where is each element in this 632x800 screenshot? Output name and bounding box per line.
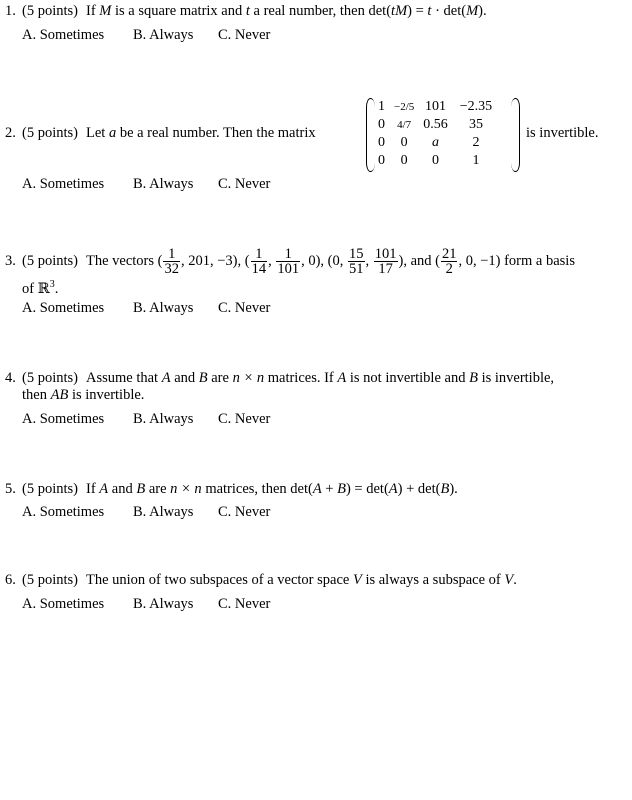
matrix-entries bbox=[372, 98, 498, 170]
entry: a bbox=[432, 135, 440, 150]
entry: 0 bbox=[378, 135, 385, 150]
question-number: 5. bbox=[5, 481, 16, 497]
math: n × n bbox=[170, 481, 202, 497]
option-never[interactable]: C. Never bbox=[218, 411, 271, 427]
numerator: 15 bbox=[349, 246, 364, 263]
text: is invertible, bbox=[477, 370, 555, 386]
question-number: 6. bbox=[5, 572, 16, 588]
right-paren bbox=[511, 98, 520, 172]
question-5 bbox=[5, 481, 458, 498]
entry: 0 bbox=[378, 117, 385, 132]
text: is invertible. bbox=[526, 125, 599, 141]
entry: 2 bbox=[472, 135, 480, 150]
denominator: 2 bbox=[445, 261, 453, 278]
math: t bbox=[427, 3, 432, 19]
text: matrices. If bbox=[264, 370, 338, 386]
fraction bbox=[276, 247, 300, 276]
option-always[interactable]: B. Always bbox=[133, 27, 194, 43]
text: ) = det( bbox=[345, 481, 389, 497]
question-number: 1. bbox=[5, 3, 16, 19]
superscript: 3 bbox=[49, 279, 55, 290]
option-always[interactable]: B. Always bbox=[133, 176, 194, 192]
fraction bbox=[374, 247, 398, 276]
text: is not invertible and bbox=[346, 370, 470, 386]
points: (5 points) bbox=[22, 370, 78, 386]
numerator: 1 bbox=[276, 247, 300, 262]
matrix bbox=[366, 98, 520, 170]
option-sometimes[interactable]: A. Sometimes bbox=[22, 176, 105, 192]
denominator: 17 bbox=[378, 261, 393, 278]
question-number: 4. bbox=[5, 370, 16, 386]
points: (5 points) bbox=[22, 3, 78, 19]
entry: −2.35 bbox=[459, 99, 493, 114]
text: ), and ( bbox=[398, 253, 440, 269]
question-6 bbox=[5, 572, 517, 589]
math: A bbox=[388, 481, 398, 497]
text: of ℝ bbox=[22, 280, 50, 297]
points: (5 points) bbox=[22, 481, 78, 497]
numerator: 1 bbox=[163, 247, 180, 262]
math: B bbox=[469, 370, 478, 386]
entry: 0 bbox=[400, 153, 408, 168]
denominator: 14 bbox=[251, 261, 267, 278]
points: (5 points) bbox=[22, 253, 78, 269]
text: , 0), (0, bbox=[301, 253, 347, 269]
math: B bbox=[198, 370, 208, 386]
option-sometimes[interactable]: A. Sometimes bbox=[22, 300, 105, 316]
fraction bbox=[251, 247, 268, 276]
math: n × n bbox=[232, 370, 265, 386]
points: (5 points) bbox=[22, 125, 78, 141]
text: , 201, −3), ( bbox=[180, 253, 250, 269]
text: If bbox=[85, 481, 100, 497]
question-3-cont bbox=[22, 276, 58, 298]
math: tM bbox=[391, 3, 408, 19]
text: + bbox=[321, 481, 338, 497]
numerator: 1 bbox=[251, 247, 268, 262]
numerator: 101 bbox=[374, 246, 397, 263]
fraction bbox=[441, 247, 458, 276]
entry: 0.56 bbox=[423, 117, 448, 132]
text: The union of two subspaces of a vector space bbox=[85, 572, 353, 588]
option-always[interactable]: B. Always bbox=[133, 411, 194, 427]
question-4 bbox=[5, 370, 554, 387]
math: V bbox=[504, 572, 514, 588]
denominator: 32 bbox=[164, 261, 179, 278]
math: A bbox=[99, 481, 109, 497]
text: , bbox=[365, 253, 373, 269]
text: and bbox=[170, 370, 199, 386]
question-number: 2. bbox=[5, 125, 16, 141]
entry: −2/5 bbox=[394, 101, 415, 113]
text: . bbox=[54, 280, 59, 297]
question-3 bbox=[5, 243, 575, 279]
option-always[interactable]: B. Always bbox=[133, 596, 194, 612]
math: A bbox=[161, 370, 171, 386]
text: is a square matrix and bbox=[111, 3, 246, 19]
text: . bbox=[513, 572, 517, 588]
option-sometimes[interactable]: A. Sometimes bbox=[22, 596, 105, 612]
option-sometimes[interactable]: A. Sometimes bbox=[22, 504, 105, 520]
option-sometimes[interactable]: A. Sometimes bbox=[22, 411, 105, 427]
text: a real number, then det( bbox=[249, 3, 392, 19]
math: A bbox=[312, 481, 322, 497]
option-always[interactable]: B. Always bbox=[133, 504, 194, 520]
text: , 0, −1) form a basis bbox=[458, 253, 575, 269]
math: V bbox=[352, 572, 362, 588]
numerator: 21 bbox=[441, 246, 457, 263]
math: t bbox=[245, 3, 250, 19]
math: A bbox=[337, 370, 347, 386]
text: , bbox=[268, 253, 276, 269]
denominator: 101 bbox=[277, 261, 300, 278]
text: are bbox=[145, 481, 171, 497]
text: is invertible. bbox=[68, 387, 145, 403]
entry: 0 bbox=[432, 153, 440, 168]
entry: 0 bbox=[400, 135, 408, 150]
text: are bbox=[207, 370, 233, 386]
entry: 1 bbox=[472, 153, 480, 168]
text: ). bbox=[449, 481, 458, 497]
option-always[interactable]: B. Always bbox=[133, 300, 194, 316]
text: · det( bbox=[431, 3, 467, 19]
text: If bbox=[85, 3, 100, 19]
entry: 1 bbox=[378, 99, 385, 114]
math: M bbox=[466, 3, 479, 19]
question-4-cont bbox=[22, 387, 144, 404]
entry: 4/7 bbox=[397, 119, 412, 131]
question-number: 3. bbox=[5, 253, 16, 269]
text: Assume that bbox=[85, 370, 162, 386]
text: then bbox=[22, 387, 51, 403]
option-never[interactable]: C. Never bbox=[218, 596, 271, 612]
fraction bbox=[348, 247, 365, 276]
entry: 0 bbox=[378, 153, 385, 168]
entry: 35 bbox=[468, 117, 483, 132]
option-sometimes[interactable]: A. Sometimes bbox=[22, 27, 105, 43]
entry: 101 bbox=[425, 99, 447, 114]
math: M bbox=[99, 3, 112, 19]
points: (5 points) bbox=[22, 572, 78, 588]
option-never[interactable]: C. Never bbox=[218, 176, 271, 192]
math: B bbox=[337, 481, 346, 497]
text: ) = bbox=[407, 3, 428, 19]
option-never[interactable]: C. Never bbox=[218, 504, 271, 520]
text: The vectors ( bbox=[85, 253, 163, 269]
option-never[interactable]: C. Never bbox=[218, 300, 271, 316]
option-never[interactable]: C. Never bbox=[218, 27, 271, 43]
text: ) + det( bbox=[397, 481, 441, 497]
text: be a real number. Then the matrix bbox=[116, 125, 316, 141]
text: is always a subspace of bbox=[361, 572, 505, 588]
math: AB bbox=[50, 387, 69, 403]
math: B bbox=[136, 481, 146, 497]
math: a bbox=[108, 125, 117, 141]
text: and bbox=[108, 481, 137, 497]
text: Let bbox=[85, 125, 109, 141]
question-2 bbox=[5, 125, 316, 142]
text: ). bbox=[478, 3, 487, 19]
fraction bbox=[163, 247, 180, 276]
math: B bbox=[440, 481, 450, 497]
question-1 bbox=[5, 3, 487, 20]
denominator: 51 bbox=[349, 261, 364, 278]
text: matrices, then det( bbox=[201, 481, 313, 497]
